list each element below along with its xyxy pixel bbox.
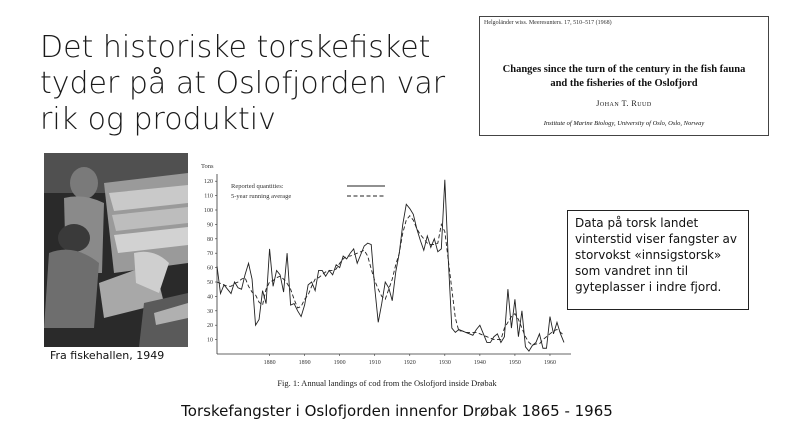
x-tick-label: 1920 <box>403 360 416 366</box>
y-tick-label: 40 <box>207 294 213 301</box>
y-tick-label: 20 <box>207 323 213 330</box>
y-ticks <box>204 179 217 343</box>
x-tick-label: 1940 <box>473 360 486 366</box>
y-tick-label: 90 <box>207 222 213 229</box>
paper-title <box>480 63 768 91</box>
series-reported-line <box>217 180 564 351</box>
chart-figure-caption: Fig. 1: Annual landings of cod from the Oslofjord inside Drøbak <box>277 378 497 388</box>
x-tick-label: 1950 <box>508 360 521 366</box>
paper-author: Johan T. Ruud <box>596 99 652 108</box>
x-ticks <box>264 354 556 366</box>
photo-caption: Fra fiskehallen, 1949 <box>50 349 165 362</box>
x-tick-label: 1900 <box>333 360 346 366</box>
legend-label-average: 5-year running average <box>231 193 292 200</box>
fish-hall-photo-image <box>44 153 188 347</box>
paper-title-line2: and the fisheries of the Oslofjord <box>550 78 698 89</box>
x-tick-label: 1890 <box>298 360 311 366</box>
x-tick-label: 1880 <box>263 360 276 366</box>
y-tick-label: 30 <box>207 308 213 315</box>
y-tick-label: 70 <box>207 251 213 258</box>
paper-title-line1: Changes since the turn of the century in the fish fauna <box>502 64 746 75</box>
x-tick-label: 1960 <box>543 360 556 366</box>
paper-journal: Helgoländer wiss. Meeresunters. 17, 510–517 (1968) <box>484 20 612 26</box>
y-tick-label: 10 <box>207 337 213 344</box>
legend-label-reported: Reported quantities: <box>231 183 284 190</box>
y-axis-label: Tons <box>201 163 214 170</box>
y-tick-label: 100 <box>204 208 213 214</box>
x-tick-label: 1910 <box>368 360 381 366</box>
slide-title: Det historiske torskefisket tyder på at Oslofjorden var rik og produktiv <box>40 30 446 137</box>
slide-caption: Torskefangster i Oslofjorden innenfor Drøbak 1865 - 1965 <box>181 402 613 420</box>
y-tick-label: 120 <box>204 179 213 186</box>
fish-hall-photo <box>44 153 188 347</box>
chart-legend <box>231 183 385 200</box>
y-tick-label: 60 <box>207 265 213 272</box>
paper-header-clip <box>479 16 769 136</box>
y-tick-label: 50 <box>207 280 213 286</box>
note-box: Data på torsk landet vinterstid viser fangster av storvokst «innsigstorsk» som vandret inn til gyteplasser i indre fjord. <box>567 210 749 310</box>
y-tick-label: 110 <box>204 193 213 200</box>
x-tick-label: 1930 <box>438 360 451 366</box>
cod-landings-chart <box>197 160 575 394</box>
paper-institute: Institute of Marine Biology, University of Oslo, Oslo, Norway <box>543 120 705 127</box>
y-tick-label: 80 <box>207 236 213 243</box>
